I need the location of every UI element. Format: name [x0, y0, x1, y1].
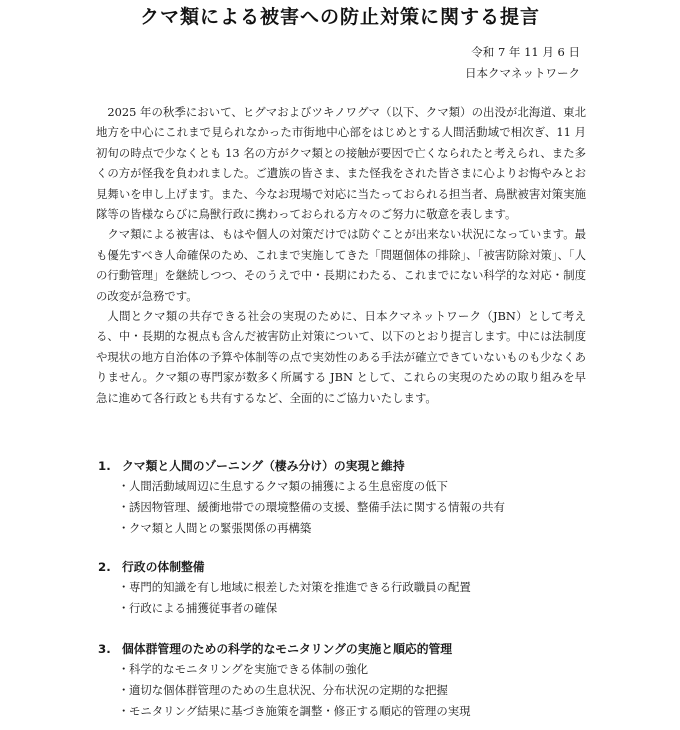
list-item-text: 人間活動域周辺に生息するクマ類の捕獲による生息密度の低下: [129, 479, 448, 493]
bullet-icon: ・: [118, 479, 130, 493]
list-item-text: クマ類と人間との緊張関係の再構築: [129, 521, 312, 535]
section-number: 2.: [98, 560, 111, 574]
section-heading: [98, 456, 598, 476]
bullet-icon: ・: [118, 500, 130, 514]
list-item: [98, 577, 598, 598]
document-organization: 日本クマネットワーク: [465, 66, 580, 80]
recommendation-section-3: [98, 639, 598, 722]
document-body: [96, 102, 586, 408]
list-item-text: 適切な個体群管理のための生息状況、分布状況の定期的な把握: [129, 683, 448, 697]
section-number: 1.: [98, 459, 111, 473]
recommendation-section-2: [98, 557, 598, 619]
section-number: 3.: [98, 642, 111, 656]
list-item: [98, 476, 598, 497]
list-item: [98, 518, 598, 539]
list-item: [98, 701, 598, 722]
bullet-icon: ・: [118, 521, 130, 535]
bullet-icon: ・: [118, 580, 130, 594]
list-item-text: モニタリング結果に基づき施策を調整・修正する順応的管理の実現: [129, 704, 471, 718]
list-item-text: 誘因物管理、緩衝地帯での環境整備の支援、整備手法に関する情報の共有: [129, 500, 505, 514]
list-item: [98, 680, 598, 701]
document-title: クマ類による被害への防止対策に関する提言: [139, 6, 540, 28]
list-item: [98, 598, 598, 619]
section-title: 個体群管理のための科学的なモニタリングの実施と順応的管理: [122, 642, 453, 656]
bullet-icon: ・: [118, 601, 130, 615]
document-date: 令和 7 年 11 月 6 日: [471, 45, 580, 59]
list-item-text: 行政による捕獲従事者の確保: [129, 601, 278, 615]
list-item: [98, 497, 598, 518]
list-item-text: 専門的知識を有し地域に根差した対策を推進できる行政職員の配置: [129, 580, 471, 594]
section-title: クマ類と人間のゾーニング（棲み分け）の実現と維持: [122, 459, 405, 473]
bullet-icon: ・: [118, 683, 130, 697]
body-paragraph: クマ類による被害は、もはや個人の対策だけでは防ぐことが出来ない状況になっています。最も優先すべき人命確保のため、これまで実施してきた「問題個体の排除」、「被害防除対策」、「人の行動管理」を継続しつつ、そのうえで中・長期にわたる、これまでにない科学的な対応・制度の改変が急務です。: [96, 227, 586, 303]
body-paragraph: 人間とクマ類の共存できる社会の実現のために、日本クマネットワーク（JBN）として考える、中・長期的な視点も含んだ被害防止対策について、以下のとおり提言します。中には法制度や現状の地方自治体の予算や体制等の点で実効性のある手法が確立できていないものも少なくありません。クマ類の専門家が数多く所属する JBN として、これらの実現のための取り組みを早急に進めて各行政とも共有するなど、全面的にご協力いたします。: [96, 309, 586, 405]
section-items: [98, 659, 598, 722]
section-heading: [98, 639, 598, 659]
document-meta: [465, 42, 580, 84]
recommendation-section-1: [98, 456, 598, 539]
list-item: [98, 659, 598, 680]
list-item-text: 科学的なモニタリングを実施できる体制の強化: [129, 662, 368, 676]
body-paragraph: 2025 年の秋季において、ヒグマおよびツキノワグマ（以下、クマ類）の出没が北海道、東北地方を中心にこれまで見られなかった市街地中心部をはじめとする人間活動域で相次ぎ、11 月初旬の時点で少なくとも 13 名の方がクマ類との接触が要因で亡くなられたと考えられ、また多くの方が怪我を負われました。ご遺族の皆さま、また怪我をされた皆さまに心よりお悔やみとお見舞いを申し上げます。また、今なお現場で対応に当たっておられる担当者、鳥獣被害対策実施隊等の皆様ならびに鳥獣行政に携わっておられる方々のご努力に敬意を表します。: [96, 105, 586, 222]
section-title: 行政の体制整備: [122, 560, 205, 574]
section-items: [98, 476, 598, 539]
bullet-icon: ・: [118, 704, 130, 718]
section-heading: [98, 557, 598, 577]
section-items: [98, 577, 598, 619]
bullet-icon: ・: [118, 662, 130, 676]
